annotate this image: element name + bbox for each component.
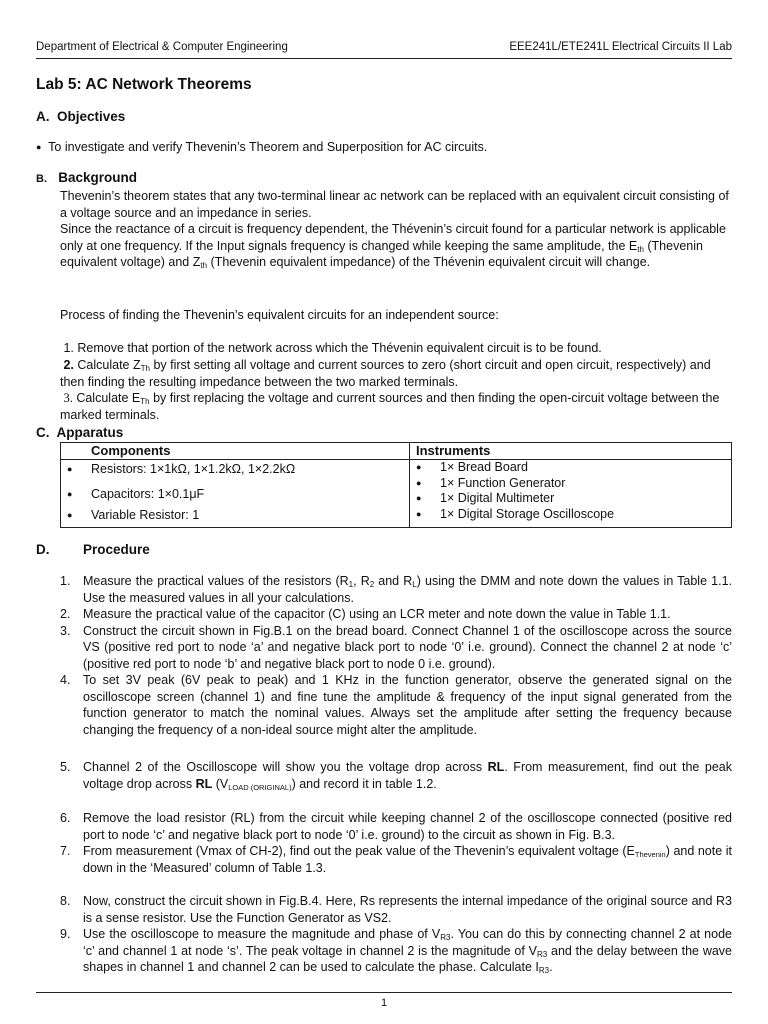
process-intro: Process of finding the Thevenin’s equivalent circuits for an independent source:	[60, 308, 499, 322]
procedure-list	[60, 573, 732, 738]
component-item: ● Variable Resistor: 1	[67, 508, 200, 522]
objectives-title: Objectives	[57, 109, 126, 124]
instruments-header: Instruments	[410, 443, 732, 460]
header-department: Department of Electrical & Computer Engineering	[36, 41, 288, 53]
background-paragraph-2: Since the reactance of a circuit is frequency dependent, the Thévenin’s circuit found for a particular network is applicable only at one frequency. If the Input signals frequency is changed while keeping the same amplitude, the $E_{th}$ (Thevenin equivalent voltage) and $Z_{th}$ (Thevenin equivalent impedance) of the Thévenin equivalent circuit will change.	[60, 222, 726, 270]
procedure-step: 7. From measurement (Vmax of CH-2), find out the peak value of the Thevenin’s equivalent voltage $(E_{Thevenin})$ and note it down in the ‘Measured’ column of Table 1.3.	[60, 844, 733, 875]
procedure-list-4	[60, 893, 732, 976]
apparatus-table	[60, 442, 732, 528]
header-rule	[36, 58, 732, 59]
process-step-2: 2. Calculate $Z_{Th}$ by first setting all voltage and current sources to zero (short circuit and open circuit, respectively) and then finding the resulting impedance between the two marked terminals.	[60, 358, 711, 389]
procedure-title: Procedure	[83, 542, 150, 557]
apparatus-heading	[36, 425, 123, 440]
instrument-item: ● 1× Digital Multimeter	[416, 491, 555, 505]
process-step-1: 1. Remove that portion of the network across which the Thévenin equivalent circuit is to be found.	[63, 341, 602, 355]
background-title: Background	[58, 170, 138, 185]
procedure-step: 2. Measure the practical value of the capacitor (C) using an LCR meter and note down the value in Table 1.1.	[60, 607, 671, 621]
process-step-3: 3. Calculate $E_{Th}$ by first replacing the voltage and current sources and then finding the open-circuit voltage between the marked terminals.	[60, 391, 720, 422]
apparatus-title: Apparatus	[56, 425, 124, 440]
apparatus-body-row	[61, 460, 732, 528]
procedure-step: 4. To set 3V peak (6V peak to peak) and 1 KHz in the function generator, observe the generated signal on the oscilloscope screen (channel 1) and fine tune the amplitude & frequency of the input signal generated from the function generator to match the nominal values. Always set the amplitude after setting the frequency because changing the frequency of a non-ideal source might alter the amplitude.	[60, 673, 732, 737]
page-title: Lab 5: AC Network Theorems	[36, 76, 252, 93]
procedure-step: 5. Channel 2 of the Oscilloscope will show you the voltage drop across RL. From measurement, find out the peak voltage drop across RL $(V_{LOAD (ORIGINAL)})$ and record it in table 1.2.	[60, 760, 732, 792]
objectives-bullet: ● To investigate and verify Thevenin’s Theorem and Superposition for AC circuits.	[36, 140, 488, 154]
apparatus-header-row	[61, 443, 732, 460]
procedure-step: 3. Construct the circuit shown in Fig.B.1 on the bread board. Connect Channel 1 of the oscilloscope across the source VS (positive red port to node ‘a’ and negative black port to node ‘0’ i.e. ground). Connect the channel 2 at node ‘c’ (positive red port to node ‘b’ and negative black port to node 0 i.e. ground).	[60, 623, 732, 671]
objectives-letter: A.	[36, 109, 50, 124]
component-item: ● Capacitors: 1×0.1μF	[67, 487, 205, 501]
page-number: 1	[380, 997, 388, 1009]
procedure-heading	[36, 542, 150, 557]
instrument-item: ● 1× Bread Board	[416, 460, 528, 474]
procedure-list-3	[60, 810, 732, 876]
procedure-list-2	[60, 759, 732, 792]
procedure-step: 8. Now, construct the circuit shown in Fig.B.4. Here, Rs represents the internal impedance of the original source and R3 is a sense resistor. Use the Function Generator as VS2.	[60, 894, 732, 925]
procedure-letter: D.	[36, 542, 50, 557]
instrument-item: ● 1× Digital Storage Oscilloscope	[416, 506, 615, 521]
objectives-heading	[36, 109, 125, 124]
background-paragraph-1: Thevenin’s theorem states that any two-terminal linear ac network can be replaced with an equivalent circuit consisting of a voltage source and an impedance in series.	[60, 189, 729, 220]
instrument-item: ● 1× Function Generator	[416, 475, 566, 490]
apparatus-letter: C.	[36, 425, 50, 440]
procedure-step: 6. Remove the load resistor (RL) from the circuit while keeping channel 2 of the oscilloscope connected (positive red port to node ‘c’ and negative black port to node ‘0’ i.e. ground) to the circuit as shown in Fig. B.3.	[60, 811, 732, 842]
components-header: Components	[61, 443, 410, 460]
components-cell	[61, 460, 410, 528]
bullet-dot-icon: ●	[36, 142, 42, 152]
background-letter: B.	[36, 173, 47, 185]
component-item: ● Resistors: 1×1kΩ, 1×1.2kΩ, 1×2.2kΩ	[67, 462, 296, 476]
header-course: EEE241L/ETE241L Electrical Circuits II Lab	[509, 41, 732, 53]
background-heading	[36, 170, 137, 185]
instruments-cell	[410, 460, 732, 528]
footer-rule	[36, 992, 732, 993]
procedure-step: 9. Use the oscilloscope to measure the magnitude and phase of $V_{R3}$. You can do this by connecting channel 2 at node ‘c’ and channel 1 at node ‘s’. The peak voltage in channel 2 is the magnitude of $V_{R3}$ and the delay between the wave shapes in channel 1 and channel 2 can be used to calculate the phase. Calculate $I_{R3}$.	[60, 927, 732, 975]
procedure-step: 1. Measure the practical values of the resistors ($R_1$, $R_2$ and $R_L$) using the DMM and note down the values in Table 1.1. Use the measured values in all your calculations.	[60, 574, 732, 605]
